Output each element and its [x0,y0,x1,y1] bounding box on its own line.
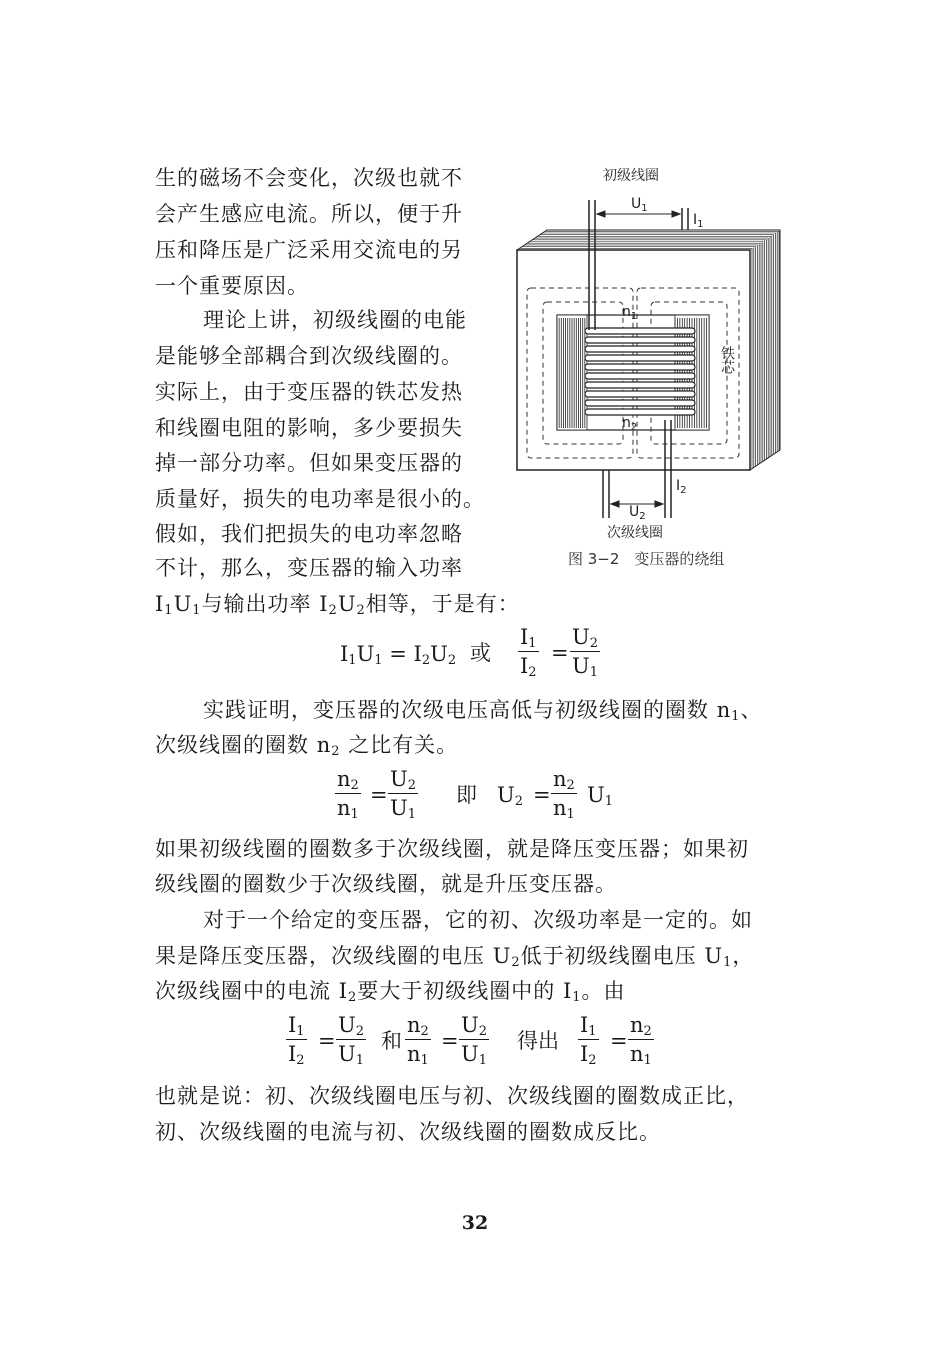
text-line: 次级线圈中的电流 $I_2$要大于初级线圈中的 $I_1$。由 [155,979,626,1005]
dechu-word: 得出 [517,1029,559,1053]
text-line: 理论上讲，初级线圈的电能 [203,308,467,332]
equals-sign: = [551,641,569,665]
fraction-n2-n1: $\frac{n_2}{n_1}$ [337,767,359,822]
fraction-I1-I2: $\frac{I_1}{I_2}$ [580,1013,597,1068]
text-line: 级线圈的圈数少于次级线圈，就是升压变压器。 [155,872,617,896]
primary-coil-label: 初级线圈 [603,168,659,184]
U2-symbol: $U_2$ [497,783,523,809]
fraction-U2-U1: $\frac{U_2}{U_1}$ [572,625,598,680]
fraction-U2-U1: $\frac{U_2}{U_1}$ [390,767,416,822]
secondary-coil-label: 次级线圈 [607,525,663,541]
I2-label: $I_2$ [676,478,687,496]
equation-power: $I_1U_1 = I_2U_2$ [340,642,457,668]
text-line: 压和降压是广泛采用交流电的另 [155,238,463,262]
fraction-n2-n1: $\frac{n_2}{n_1}$ [553,767,575,822]
text-line: 如果初级线圈的圈数多于次级线圈，就是降压变压器；如果初 [155,837,749,861]
fraction-U2-U1: $\frac{U_2}{U_1}$ [338,1013,364,1068]
fraction-I1-I2: $\frac{I_1}{I_2}$ [288,1013,305,1068]
I1-label: $I_1$ [693,212,704,230]
fraction-I1-I2: $\frac{I_1}{I_2}$ [520,625,537,680]
text-line: 初、次级线圈的电流与初、次级线圈的圈数成反比。 [155,1120,661,1144]
equals-sign: = [610,1029,628,1053]
text-line: 质量好，损失的电功率是很小的。 [155,487,485,511]
equals-sign: = [318,1029,336,1053]
n2-label: $n_2$ [622,415,638,433]
text-line: 实践证明，变压器的次级电压高低与初级线圈的圈数 $n_1$、 [203,698,763,724]
equals-sign: = [533,783,551,807]
fraction-n2-n1: $\frac{n_2}{n_1}$ [630,1013,652,1068]
U1-label: $U_1$ [631,196,648,214]
text-line: 生的磁场不会变化，次级也就不 [155,166,463,190]
transformer-figure [505,150,805,580]
text-line: $I_1U_1$与输出功率 $I_2U_2$相等，于是有： [155,592,520,618]
page-number: 32 [461,1212,489,1234]
text-line: 实际上，由于变压器的铁芯发热 [155,380,463,404]
text-line: 假如，我们把损失的电功率忽略 [155,522,463,546]
core-label: 铁芯 [719,346,735,374]
text-line: 掉一部分功率。但如果变压器的 [155,451,463,475]
he-word: 和 [381,1029,402,1053]
text-line: 果是降压变压器，次级线圈的电压 $U_2$低于初级线圈电压 $U_1$， [155,944,755,970]
U2-label: $U_2$ [629,504,646,522]
or-word: 或 [470,641,491,665]
n1-label: $n_1$ [622,304,638,322]
figure-caption: 图 3−2 变压器的绕组 [568,550,725,568]
fraction-U2-U1: $\frac{U_2}{U_1}$ [461,1013,487,1068]
ji-word: 即 [456,783,477,807]
text-line: 不计，那么，变压器的输入功率 [155,556,463,580]
text-line: 也就是说：初、次级线圈电压与初、次级线圈的圈数成正比， [155,1084,749,1108]
text-line: 和线圈电阻的影响，多少要损失 [155,416,463,440]
text-line: 会产生感应电流。所以，便于升 [155,202,463,226]
text-line: 一个重要原因。 [155,274,309,298]
fraction-n2-n1: $\frac{n_2}{n_1}$ [407,1013,429,1068]
text-line: 对于一个给定的变压器，它的初、次级功率是一定的。如 [203,908,753,932]
U1-symbol: $U_1$ [587,783,613,809]
text-line: 次级线圈的圈数 $n_2$ 之比有关。 [155,733,459,759]
equals-sign: = [370,783,388,807]
text-line: 是能够全部耦合到次级线圈的。 [155,344,463,368]
equals-sign: = [441,1029,459,1053]
